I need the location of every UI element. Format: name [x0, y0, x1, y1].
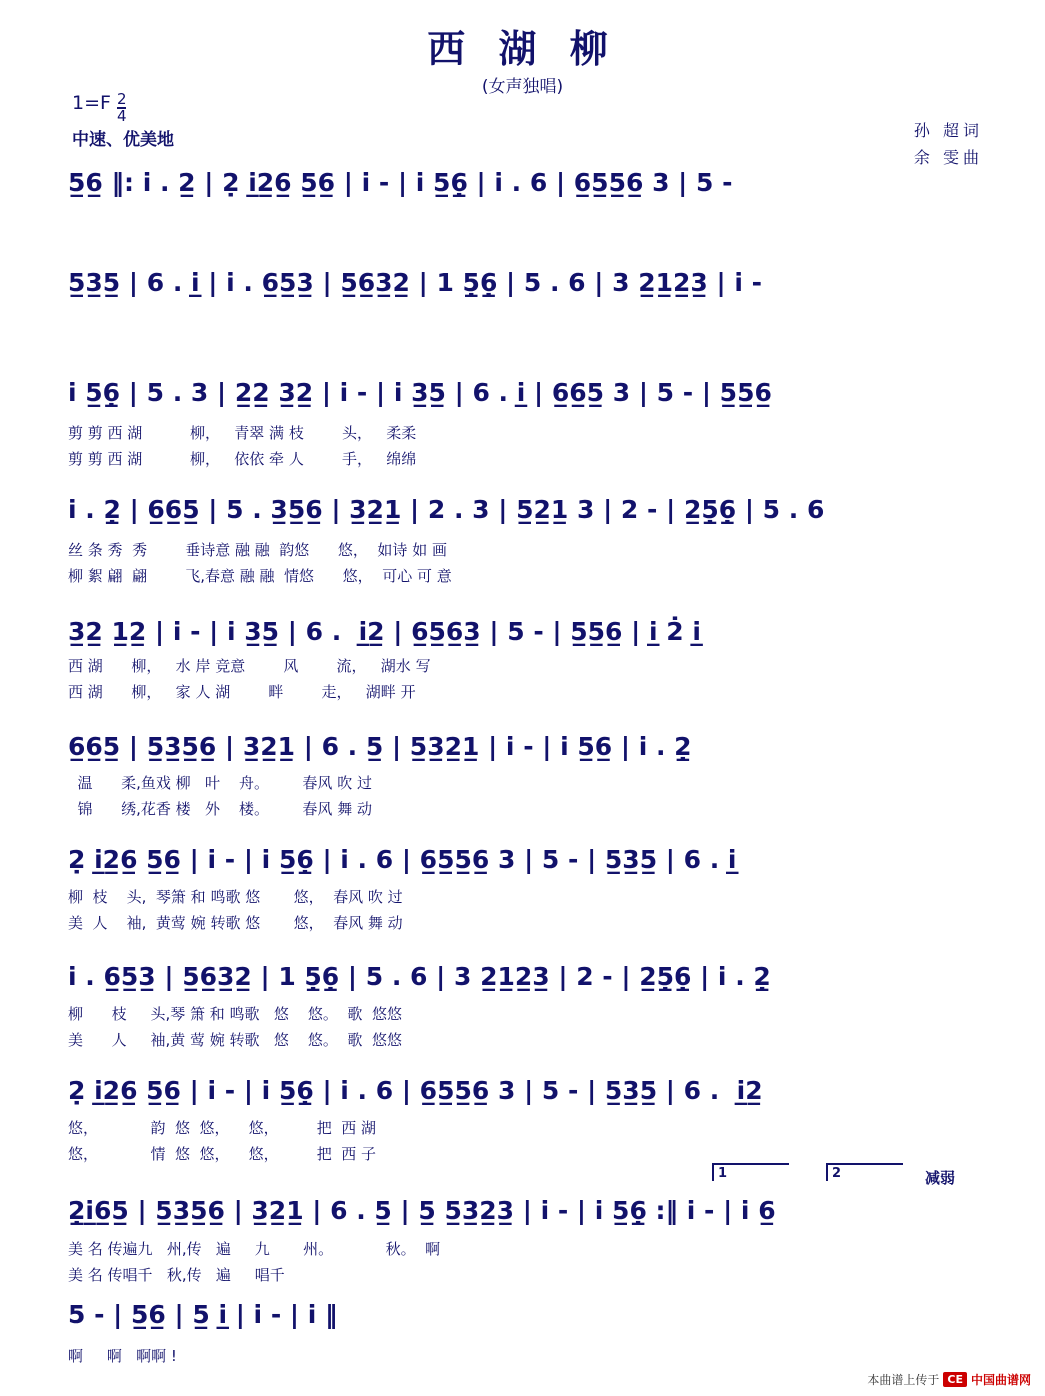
lyric-row-5b: 西 湖 柳， 家 人 湖 畔 走， 湖畔 开	[68, 683, 416, 701]
lyric-row-5a: 西 湖 柳， 水 岸 竞意 风 流， 湖水 写	[68, 657, 431, 675]
notation-row-11: 5 - | 5̲6̲ | 5̲ i̲ | i - | i ‖	[68, 1300, 338, 1329]
key-label: 1=F	[72, 92, 111, 114]
second-ending-number: 2	[832, 1166, 842, 1181]
lyric-row-4b: 柳 絮 翩 翩 飞,春意 融 融 情悠 悠， 可心 可 意	[68, 567, 452, 585]
dim-marking: 减弱	[925, 1169, 956, 1187]
key-signature	[72, 92, 126, 124]
lyric-row-8a: 柳 枝 头,琴 箫 和 鸣歌 悠 悠。 歌 悠悠	[68, 1005, 402, 1023]
notation-row-10: 2̣̲i̲6̲5̲ | 5̲3̲5̲6̲ | 3̲2̲1̲ | 6 . 5̲ | 5̲ 5̲3̲2̲3̲ | i - | i 5̲6̣̲ :‖ i - | i 6̲	[68, 1196, 776, 1225]
notation-row-9: 2̣ i̲2̲6̲ 5̲6̲ | i - | i 5̲6̣̲ | i . 6 | 6̲5̲5̲6̲ 3 | 5 - | 5̲3̲5̲ | 6 . i̲2̲	[68, 1076, 763, 1105]
lyric-row-6b: 锦 绣,花香 楼 外 楼。 春风 舞 动	[68, 800, 372, 818]
lyric-row-10b: 美 名 传唱千 秋,传 遍 唱千	[68, 1266, 285, 1284]
lyric-row-8b: 美 人 袖,黄 莺 婉 转歌 悠 悠。 歌 悠悠	[68, 1031, 402, 1049]
time-signature-numerator: 2	[116, 90, 127, 108]
lyric-row-3b: 剪 剪 西 湖 柳， 依依 牵 人 手， 绵绵	[68, 450, 417, 468]
notation-row-5: 3̲2̲ 1̲2̲ | i - | i 3̲5̲ | 6 . i̲2̲ | 6̲5̲6̲3̲ | 5 - | 5̲5̲6̲ | i̲ 2̇ i̲	[68, 617, 701, 646]
lyric-row-9b: 悠， 情 悠 悠， 悠， 把 西 子	[68, 1145, 377, 1163]
tempo-marking: 中速、优美地	[72, 130, 174, 150]
lyricist-credit: 孙 超词	[913, 121, 983, 140]
notation-row-4: i . 2̣̲ | 6̲6̲5̲ | 5 . 3̲5̲6̲ | 3̲2̲1̲ | 2 . 3 | 5̲2̲1̲ 3 | 2 - | 2̲5̣̲6̣̲ | 5 . 6	[68, 495, 825, 524]
subtitle: (女声独唱)	[481, 77, 564, 97]
lyric-row-3a: 剪 剪 西 湖 柳， 青翠 满 枝 头， 柔柔	[68, 424, 417, 442]
lyric-row-7b: 美 人 袖, 黄莺 婉 转歌 悠 悠， 春风 舞 动	[68, 914, 403, 932]
composer-credit: 余 雯曲	[913, 148, 983, 167]
site-logo-icon: CE	[943, 1372, 967, 1387]
lyric-row-11a: 啊 啊 啊啊 !	[68, 1347, 177, 1365]
lyric-row-10a: 美 名 传遍九 州,传 遍 九 州。 秋。 啊	[68, 1240, 441, 1258]
first-ending-number: 1	[718, 1166, 728, 1181]
footer-text: 本曲谱上传于	[867, 1373, 940, 1387]
notation-row-3: i 5̲6̣̲ | 5 . 3 | 2̲2̲ 3̲2̲ | i - | i 3̲5̲ | 6 . i̲ | 6̲6̲5̲ 3 | 5 - | 5̲5̲6̲	[68, 378, 772, 407]
notation-row-7: 2̣ i̲2̲6̲ 5̲6̲ | i - | i 5̲6̣̲ | i . 6 | 6̲5̲5̲6̲ 3 | 5 - | 5̲3̲5̲ | 6 . i̲	[68, 845, 737, 874]
lyric-row-4a: 丝 条 秀 秀 垂诗意 融 融 韵悠 悠， 如诗 如 画	[68, 541, 447, 559]
site-name: 中国曲谱网	[970, 1373, 1031, 1387]
time-signature	[117, 92, 127, 124]
notation-row-2: 5̲3̲5̲ | 6 . i̲ | i . 6̲5̲3̲ | 5̲6̲3̲2̲ | 1 5̣̲6̣̲ | 5 . 6 | 3 2̲1̲2̲3̲ | i -	[68, 268, 762, 297]
time-signature-denominator: 4	[116, 107, 127, 125]
notation-row-6: 6̲6̲5̲ | 5̲3̲5̲6̲ | 3̲2̲1̲ | 6 . 5̲ | 5̲3̲2̲1̲ | i - | i 5̲6̲ | i . 2̣̲	[68, 732, 692, 761]
notation-row-8: i . 6̲5̲3̲ | 5̲6̲3̲2̲ | 1 5̣̲6̣̲ | 5 . 6 | 3 2̲1̲2̲3̲ | 2 - | 2̲5̣̲6̣̲ | i . 2̣̲	[68, 962, 771, 991]
page-title: 西 湖 柳	[427, 27, 618, 71]
lyric-row-7a: 柳 枝 头, 琴箫 和 鸣歌 悠 悠， 春风 吹 过	[68, 888, 403, 906]
notation-row-1: 5̲6̲ ‖: i . 2̲ | 2̣ i̲2̲6̲ 5̲6̲ | i - | i 5̲6̣̲ | i . 6 | 6̲5̲5̲6̲ 3 | 5 -	[68, 168, 733, 197]
lyric-row-9a: 悠， 韵 悠 悠， 悠， 把 西 湖	[68, 1119, 377, 1137]
lyric-row-6a: 温 柔,鱼戏 柳 叶 舟。 春风 吹 过	[68, 774, 372, 792]
footer-watermark	[867, 1371, 1031, 1388]
